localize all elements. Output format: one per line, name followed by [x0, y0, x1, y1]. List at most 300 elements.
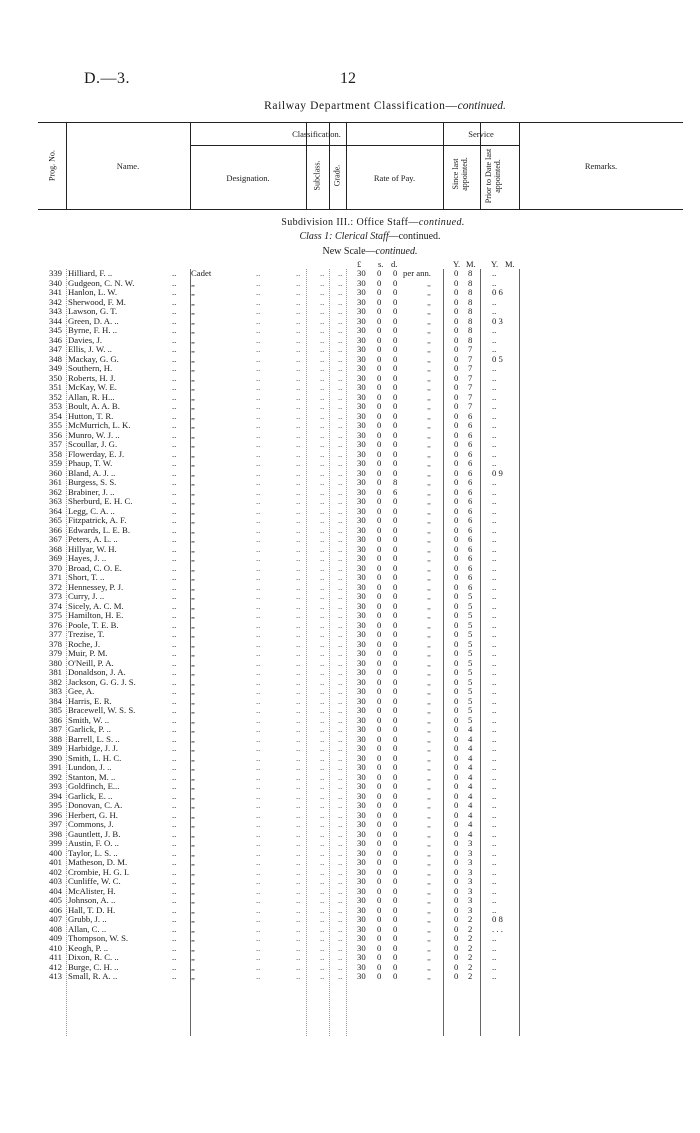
row-number: 366 [48, 524, 62, 535]
row-filler: .. [296, 467, 301, 478]
row-number: 358 [48, 448, 62, 459]
row-subclass: .. [320, 524, 325, 535]
row-subclass: .. [320, 648, 325, 658]
row-designation: „ [191, 515, 195, 525]
row-number: 400 [48, 847, 62, 858]
row-pay-pence: 0 [393, 458, 398, 468]
row-pay-pence: 0 [393, 581, 398, 592]
scale-heading [0, 246, 700, 257]
row-filler: .. [296, 866, 301, 877]
row-subclass: .. [320, 686, 325, 696]
unit-months-prior: M. [505, 259, 515, 269]
row-pay-pence: 0 [393, 904, 398, 915]
row-prior-service: .. [492, 619, 497, 630]
row-pay-period: „ [427, 800, 431, 810]
row-pay-pounds: 30 [357, 486, 366, 497]
row-grade: .. [338, 743, 343, 753]
row-grade: .. [338, 752, 343, 763]
row-prior-service: .. [492, 961, 497, 972]
row-pay-pounds: 30 [357, 752, 366, 763]
row-designation: „ [191, 724, 195, 734]
row-pay-pounds: 30 [357, 971, 366, 981]
row-pay-pounds: 30 [357, 866, 366, 877]
row-pay-pence: 0 [393, 515, 398, 525]
row-filler: .. [256, 363, 261, 373]
row-since-years: 0 [454, 847, 459, 858]
row-since-years: 0 [454, 676, 459, 687]
row-subclass: .. [320, 762, 325, 772]
row-pay-pence: 0 [393, 401, 398, 411]
row-filler: .. [256, 334, 261, 345]
row-filler: .. [296, 268, 301, 278]
row-grade: .. [338, 724, 343, 734]
row-pay-period: „ [427, 325, 431, 335]
row-pay-period: „ [427, 790, 431, 801]
class-name: Clerical Staff [335, 231, 389, 242]
row-pay-shillings: 0 [377, 372, 382, 383]
row-filler: .. [172, 496, 177, 506]
row-prior-service: .. [492, 838, 497, 848]
row-name: Sherburd, E. H. C. [68, 496, 133, 506]
row-pay-period: „ [427, 344, 431, 354]
row-since-months: 3 [468, 904, 473, 915]
row-pay-shillings: 0 [377, 496, 382, 506]
row-filler: .. [172, 876, 177, 886]
row-pay-shillings: 0 [377, 306, 382, 316]
row-filler: .. [256, 410, 261, 421]
row-pay-shillings: 0 [377, 543, 382, 554]
row-filler: .. [256, 496, 261, 506]
row-grade: .. [338, 591, 343, 601]
row-since-months: 6 [468, 439, 473, 449]
row-filler: .. [256, 847, 261, 858]
row-pay-pounds: 30 [357, 420, 366, 430]
row-number: 394 [48, 790, 62, 801]
row-subclass: .. [320, 410, 325, 421]
row-designation: „ [191, 600, 195, 611]
row-pay-pounds: 30 [357, 705, 366, 715]
row-since-years: 0 [454, 496, 459, 506]
row-number: 368 [48, 543, 62, 554]
row-name: Thompson, W. S. [68, 933, 129, 943]
row-pay-pence: 0 [393, 743, 398, 753]
row-pay-period: „ [427, 724, 431, 734]
row-designation: „ [191, 885, 195, 896]
row-since-months: 4 [468, 733, 473, 744]
row-filler: .. [256, 277, 261, 288]
row-subclass: .. [320, 401, 325, 411]
row-pay-pounds: 30 [357, 591, 366, 601]
row-pay-period: „ [427, 524, 431, 535]
row-since-years: 0 [454, 420, 459, 430]
row-pay-shillings: 0 [377, 705, 382, 715]
row-filler: .. [296, 296, 301, 307]
row-prior-service: .. [492, 600, 497, 611]
row-subclass: .. [320, 296, 325, 307]
row-subclass: .. [320, 268, 325, 278]
row-subclass: .. [320, 619, 325, 630]
row-pay-shillings: 0 [377, 743, 382, 753]
row-designation: „ [191, 505, 195, 516]
row-number: 377 [48, 629, 62, 639]
row-since-years: 0 [454, 439, 459, 449]
row-prior-service: .. [492, 439, 497, 449]
row-grade: .. [338, 382, 343, 392]
row-pay-shillings: 0 [377, 562, 382, 573]
row-filler: .. [256, 743, 261, 753]
row-grade: .. [338, 344, 343, 354]
row-filler: .. [172, 790, 177, 801]
row-filler: .. [296, 933, 301, 943]
row-designation: „ [191, 819, 195, 829]
row-pay-shillings: 0 [377, 401, 382, 411]
row-number: 339 [48, 268, 62, 278]
row-designation: „ [191, 847, 195, 858]
row-pay-pence: 0 [393, 315, 398, 326]
row-designation: „ [191, 667, 195, 677]
row-pay-period: „ [427, 553, 431, 563]
row-prior-service: .. [492, 401, 497, 411]
row-name: Bracewell, W. S. S. [68, 705, 136, 715]
row-pay-period: „ [427, 866, 431, 877]
row-filler: .. [296, 553, 301, 563]
row-number: 353 [48, 401, 62, 411]
row-filler: .. [296, 410, 301, 421]
header-classification: Classification. [292, 129, 341, 139]
row-pay-pence: 8 [393, 477, 398, 487]
row-filler: .. [296, 752, 301, 763]
row-subclass: .. [320, 914, 325, 924]
table-row [0, 583, 700, 593]
row-since-years: 0 [454, 800, 459, 810]
row-since-years: 0 [454, 619, 459, 630]
row-pay-shillings: 0 [377, 638, 382, 649]
row-pay-pounds: 30 [357, 344, 366, 354]
row-filler: .. [172, 857, 177, 867]
row-designation: „ [191, 420, 195, 430]
row-name: Curry, J. .. [68, 591, 105, 601]
row-name: McKay, W. E. [68, 382, 117, 392]
row-subclass: .. [320, 629, 325, 639]
row-pay-pence: 0 [393, 667, 398, 677]
row-since-years: 0 [454, 334, 459, 345]
row-pay-pence: 0 [393, 391, 398, 402]
row-number: 374 [48, 600, 62, 611]
row-since-years: 0 [454, 942, 459, 953]
row-prior-service: .. [492, 828, 497, 839]
row-designation: „ [191, 686, 195, 696]
row-grade: .. [338, 553, 343, 563]
row-prior-service: 0 8 [492, 914, 503, 924]
row-pay-shillings: 0 [377, 420, 382, 430]
row-prior-service: .. [492, 895, 497, 905]
row-grade: .. [338, 581, 343, 592]
row-since-months: 2 [468, 942, 473, 953]
row-designation: „ [191, 296, 195, 307]
row-since-months: 5 [468, 629, 473, 639]
row-grade: .. [338, 885, 343, 896]
row-grade: .. [338, 296, 343, 307]
row-number: 372 [48, 581, 62, 592]
row-pay-pence: 0 [393, 695, 398, 706]
row-since-years: 0 [454, 325, 459, 335]
row-number: 375 [48, 610, 62, 620]
row-pay-shillings: 0 [377, 363, 382, 373]
row-since-months: 6 [468, 505, 473, 516]
row-name: Roche, J. [68, 638, 101, 649]
row-since-months: 8 [468, 306, 473, 316]
row-since-years: 0 [454, 572, 459, 582]
row-pay-pence: 0 [393, 353, 398, 364]
row-filler: .. [256, 543, 261, 554]
row-number: 396 [48, 809, 62, 820]
row-number: 382 [48, 676, 62, 687]
row-filler: .. [296, 971, 301, 981]
row-grade: .. [338, 505, 343, 516]
row-filler: .. [172, 904, 177, 915]
table-header [38, 122, 683, 210]
row-pay-shillings: 0 [377, 667, 382, 677]
row-since-years: 0 [454, 695, 459, 706]
row-name: McAlister, H. [68, 885, 116, 896]
row-prior-service: .. [492, 790, 497, 801]
row-name: Cunliffe, W. C. [68, 876, 121, 886]
row-pay-pence: 0 [393, 448, 398, 459]
row-since-years: 0 [454, 752, 459, 763]
row-name: Goldfinch, E... [68, 781, 120, 791]
row-pay-period: „ [427, 705, 431, 715]
row-filler: .. [296, 363, 301, 373]
unit-pound: £ [357, 259, 362, 269]
row-prior-service: .. [492, 724, 497, 734]
row-pay-pence: 0 [393, 857, 398, 867]
row-number: 402 [48, 866, 62, 877]
row-subclass: .. [320, 904, 325, 915]
row-name: Herbert, G. H. [68, 809, 118, 820]
row-name: Legg, C. A. .. [68, 505, 115, 516]
row-number: 349 [48, 363, 62, 373]
row-filler: .. [256, 895, 261, 905]
row-pay-pence: 0 [393, 287, 398, 297]
row-pay-period: „ [427, 458, 431, 468]
row-pay-shillings: 0 [377, 942, 382, 953]
row-filler: .. [256, 372, 261, 383]
row-pay-shillings: 0 [377, 505, 382, 516]
row-subclass: .. [320, 809, 325, 820]
row-pay-pence: 0 [393, 553, 398, 563]
row-name: Flowerday, E. J. [68, 448, 125, 459]
row-prior-service: .. [492, 876, 497, 886]
row-grade: .. [338, 401, 343, 411]
row-filler: .. [256, 866, 261, 877]
row-grade: .. [338, 448, 343, 459]
row-since-years: 0 [454, 904, 459, 915]
row-pay-period: „ [427, 895, 431, 905]
row-since-years: 0 [454, 505, 459, 516]
row-subclass: .. [320, 600, 325, 611]
row-pay-pounds: 30 [357, 857, 366, 867]
row-pay-pence: 0 [393, 895, 398, 905]
row-filler: .. [172, 781, 177, 791]
row-grade: .. [338, 933, 343, 943]
row-since-years: 0 [454, 382, 459, 392]
row-pay-period: „ [427, 420, 431, 430]
row-pay-period: „ [427, 781, 431, 791]
row-name: Edwards, L. E. B. [68, 524, 131, 535]
row-since-years: 0 [454, 781, 459, 791]
row-pay-pence: 0 [393, 885, 398, 896]
row-grade: .. [338, 819, 343, 829]
row-number: 362 [48, 486, 62, 497]
row-pay-period: „ [427, 629, 431, 639]
row-subclass: .. [320, 667, 325, 677]
row-filler: .. [256, 391, 261, 402]
row-subclass: .. [320, 724, 325, 734]
row-name: Ellis, J. W. .. [68, 344, 112, 354]
row-filler: .. [172, 363, 177, 373]
row-designation: „ [191, 325, 195, 335]
row-prior-service: .. [492, 695, 497, 706]
row-since-months: 2 [468, 952, 473, 962]
row-grade: .. [338, 781, 343, 791]
row-prior-service: .. [492, 296, 497, 307]
row-number: 343 [48, 306, 62, 316]
row-pay-shillings: 0 [377, 961, 382, 972]
row-subclass: .. [320, 714, 325, 725]
row-filler: .. [256, 448, 261, 459]
row-filler: .. [256, 667, 261, 677]
row-grade: .. [338, 629, 343, 639]
row-number: 342 [48, 296, 62, 307]
row-pay-shillings: 0 [377, 581, 382, 592]
row-pay-pence: 0 [393, 410, 398, 421]
row-grade: .. [338, 762, 343, 772]
row-filler: .. [172, 895, 177, 905]
row-name: Southern, H. [68, 363, 113, 373]
row-since-years: 0 [454, 629, 459, 639]
row-designation: „ [191, 287, 195, 297]
row-designation: „ [191, 401, 195, 411]
row-pay-pounds: 30 [357, 743, 366, 753]
row-filler: .. [172, 714, 177, 725]
row-filler: .. [256, 420, 261, 430]
row-pay-pounds: 30 [357, 933, 366, 943]
row-filler: .. [296, 676, 301, 687]
row-number: 399 [48, 838, 62, 848]
row-filler: .. [172, 942, 177, 953]
unit-years-prior: Y. [491, 259, 499, 269]
row-filler: .. [256, 353, 261, 364]
row-pay-pounds: 30 [357, 724, 366, 734]
row-pay-shillings: 0 [377, 885, 382, 896]
row-pay-shillings: 0 [377, 486, 382, 497]
row-grade: .. [338, 534, 343, 544]
row-pay-pounds: 30 [357, 562, 366, 573]
row-designation: „ [191, 277, 195, 288]
row-filler: .. [256, 676, 261, 687]
row-since-months: 5 [468, 705, 473, 715]
row-filler: .. [256, 695, 261, 706]
row-designation: „ [191, 790, 195, 801]
row-pay-pence: 0 [393, 420, 398, 430]
row-pay-period: „ [427, 619, 431, 630]
row-since-months: 8 [468, 268, 473, 278]
row-name: Small, R. A. .. [68, 971, 118, 981]
row-subclass: .. [320, 752, 325, 763]
row-filler: .. [172, 344, 177, 354]
row-designation: „ [191, 429, 195, 440]
row-filler: .. [256, 971, 261, 981]
row-filler: .. [172, 724, 177, 734]
row-pay-pence: 0 [393, 914, 398, 924]
row-pay-shillings: 0 [377, 914, 382, 924]
row-pay-pence: 0 [393, 923, 398, 934]
row-filler: .. [296, 648, 301, 658]
row-designation: „ [191, 743, 195, 753]
row-since-months: 6 [468, 477, 473, 487]
row-filler: .. [256, 382, 261, 392]
row-grade: .. [338, 277, 343, 288]
row-since-months: 7 [468, 363, 473, 373]
row-subclass: .. [320, 363, 325, 373]
row-filler: .. [172, 553, 177, 563]
row-since-months: 6 [468, 458, 473, 468]
row-grade: .. [338, 923, 343, 934]
row-designation: „ [191, 553, 195, 563]
row-filler: .. [256, 553, 261, 563]
row-since-years: 0 [454, 714, 459, 725]
row-since-years: 0 [454, 895, 459, 905]
row-pay-pence: 0 [393, 676, 398, 687]
row-prior-service: .. [492, 714, 497, 725]
row-filler: .. [172, 847, 177, 858]
row-pay-pence: 0 [393, 828, 398, 839]
row-since-years: 0 [454, 391, 459, 402]
row-pay-period: „ [427, 876, 431, 886]
row-pay-period: „ [427, 572, 431, 582]
row-number: 388 [48, 733, 62, 744]
row-pay-pounds: 30 [357, 429, 366, 440]
row-pay-pounds: 30 [357, 353, 366, 364]
row-pay-period: „ [427, 961, 431, 972]
row-since-years: 0 [454, 591, 459, 601]
row-pay-shillings: 0 [377, 534, 382, 544]
row-pay-period: „ [427, 515, 431, 525]
row-filler: .. [256, 629, 261, 639]
row-pay-period: „ [427, 809, 431, 820]
row-name: Matheson, D. M. [68, 857, 128, 867]
row-since-years: 0 [454, 819, 459, 829]
row-since-months: 4 [468, 790, 473, 801]
row-since-years: 0 [454, 467, 459, 478]
row-name: Sicely, A. C. M. [68, 600, 124, 611]
row-name: Fitzpatrick, A. F. [68, 515, 127, 525]
row-name: Burgess, S. S. [68, 477, 117, 487]
row-filler: .. [172, 486, 177, 497]
row-subclass: .. [320, 562, 325, 573]
row-number: 392 [48, 771, 62, 782]
row-number: 367 [48, 534, 62, 544]
row-filler: .. [172, 800, 177, 810]
row-filler: .. [296, 657, 301, 668]
row-subclass: .. [320, 961, 325, 972]
row-filler: .. [172, 467, 177, 478]
row-since-years: 0 [454, 743, 459, 753]
row-since-months: 8 [468, 287, 473, 297]
row-name: Hutton, T. R. [68, 410, 114, 421]
subdivision-continued: continued. [418, 217, 465, 228]
row-pay-shillings: 0 [377, 828, 382, 839]
